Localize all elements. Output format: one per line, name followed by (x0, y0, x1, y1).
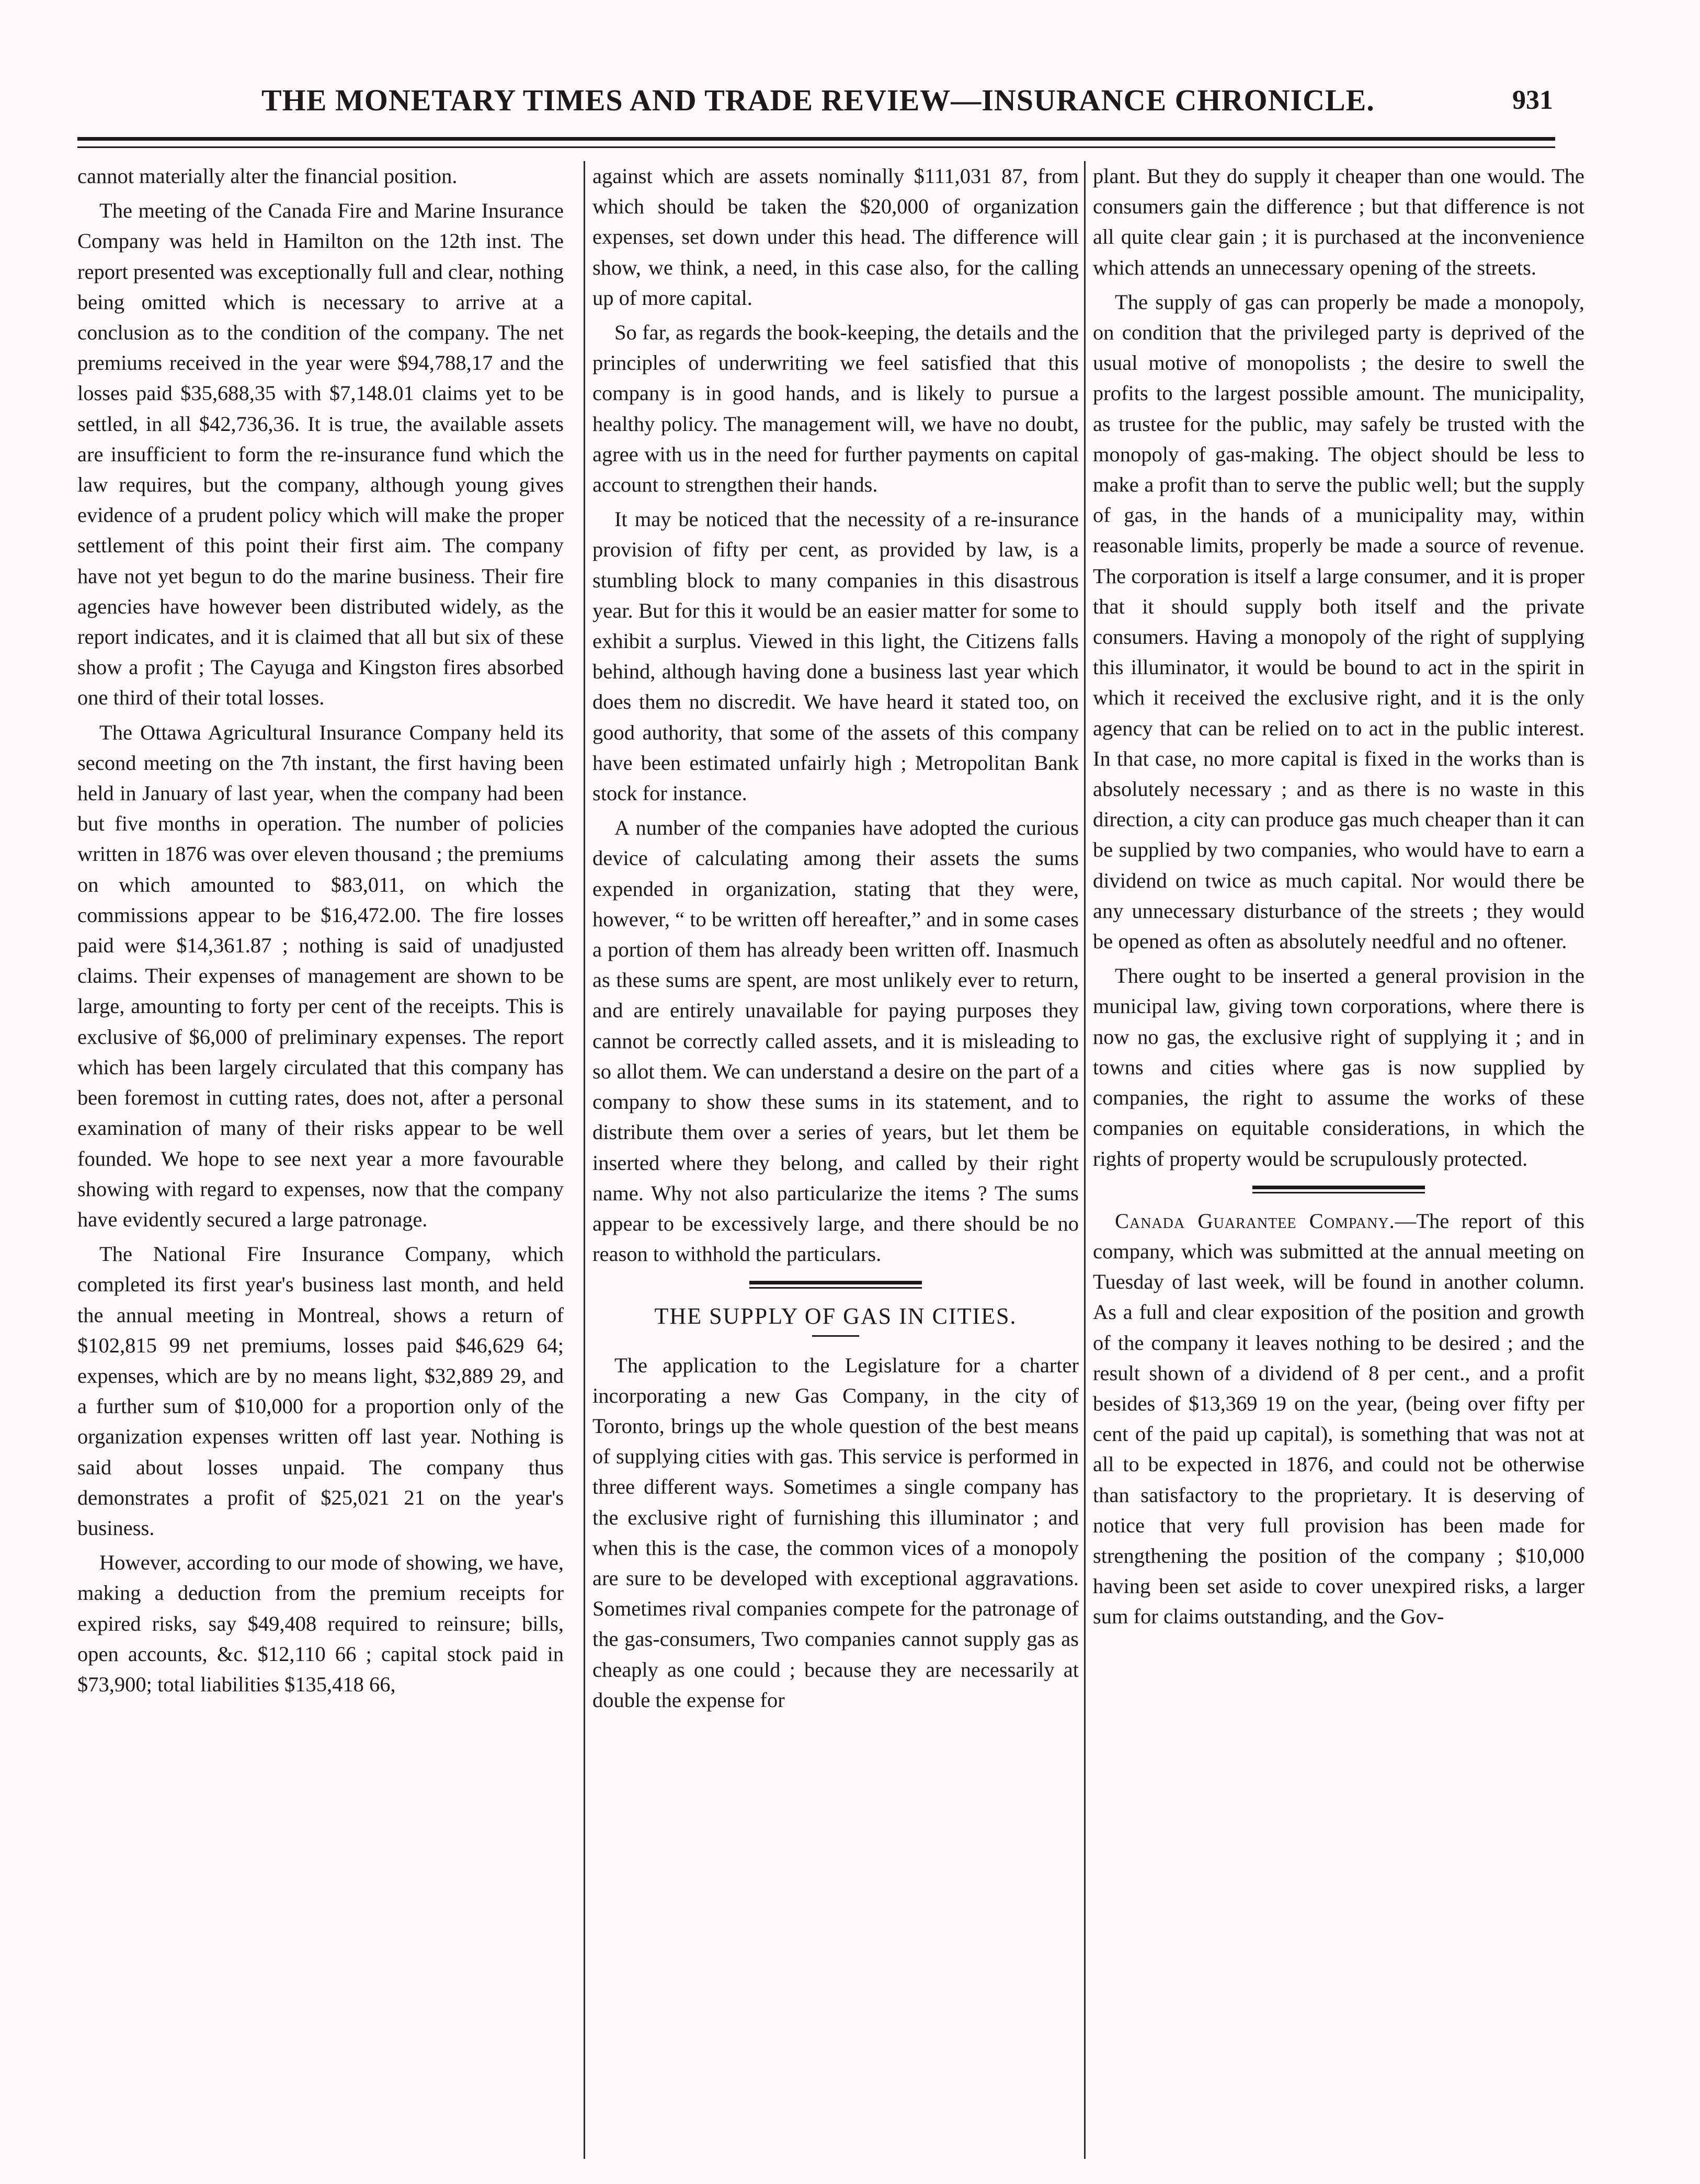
article-text: —The report of this company, which was submitted at the annual meeting on Tuesday of last week, will be found in another column. As a full and clear exposition of the position and growth of the company it leaves nothing to be desired ; and the result shown of a dividend of 8 per cent., and a profit besides of $13,369 19 on the year, (being over fifty per cent of the paid up capital), is something that was not at all to be expected in 1876, and could not be otherwise than satisfactory to the proprietary. It is deserving of notice that very full provision has been made for strengthening the position of the company ; $10,000 having been set aside to cover unexpired risks, a larger sum for claims outstanding, and the Gov- (1093, 1209, 1585, 1629)
article-lead: Canada Guarantee Company. (1115, 1209, 1395, 1233)
paragraph: against which are assets nominally $111,031 87, from which should be taken the $20,000 of organization expenses, set down under this head. The difference will show, we think, a need, in this case also, for the calling up of more capital. (592, 164, 1079, 310)
heading-rule (812, 1335, 859, 1337)
column-divider-2 (1084, 161, 1086, 2159)
header-rule-thick (77, 137, 1555, 141)
paragraph: So far, as regards the book-keeping, the details and the principles of underwriting we feel satisfied that this company is in good hands, and is likely to pursue a healthy policy. The management will, we have no doubt, agree with us in the need for further payments on capital account to strengthen their hands. (592, 321, 1079, 497)
section-heading-gas-supply: THE SUPPLY OF GAS IN CITIES. (654, 1303, 1017, 1329)
column-2 (592, 161, 1079, 1720)
page-number: 931 (1512, 85, 1553, 115)
column-3 (1093, 161, 1584, 1636)
paragraph: However, according to our mode of showing, we have, making a deduction from the premium receipts for expired risks, say $49,408 required to reinsure; bills, open accounts, &c. $12,110 66 ; capital stock paid in $73,900; total liabilities $135,418 66, (77, 1551, 564, 1696)
page-header (84, 83, 1553, 140)
section-ornament (1252, 1186, 1425, 1193)
paragraph: The application to the Legislature for a charter incorporating a new Gas Company, in the city of Toronto, brings up the whole question of the best means of supplying cities with gas. This service is performed in three different ways. Sometimes a single company has the exclusive right of furnishing this illuminator ; and when this is the case, the common vices of a monopoly are sure to be developed with exceptional aggravations. Sometimes rival companies compete for the patronage of the gas-consumers, Two companies cannot supply gas as cheaply as one could ; because they are necessarily at double the expense for (592, 1353, 1079, 1712)
paragraph: The National Fire Insurance Company, which completed its first year's business last month, and held the annual meeting in Montreal, shows a return of $102,815 99 net premiums, losses paid $46,629 64; expenses, which are by no means light, $32,889 29, and a further sum of $10,000 for a proportion only of the organization expenses written off last year. Nothing is said about losses unpaid. The company thus demonstrates a profit of $25,021 21 on the year's business. (77, 1242, 564, 1540)
running-title: THE MONETARY TIMES AND TRADE REVIEW—INSURANCE CHRONICLE. (261, 83, 1375, 117)
section-ornament (749, 1281, 922, 1289)
paragraph: cannot materially alter the financial position. (77, 164, 458, 188)
paragraph: There ought to be inserted a general provision in the municipal law, giving town corporations, where there is now no gas, the exclusive right of supplying it ; and in towns and cities where gas is now supplied by companies, the right to assume the works of these companies on equitable considerations, in which the rights of property would be scrupulously protected. (1093, 964, 1584, 1170)
ornament-rule-thin (1252, 1192, 1425, 1193)
paragraph: The Ottawa Agricultural Insurance Company held its second meeting on the 7th instant, the first having been held in January of last year, when the company had been but five months in operation. The number of policies written in 1876 was over eleven thousand ; the premiums on which amounted to $83,011, on which the commissions appear to be $16,472.00. The fire losses paid were $14,361.87 ; nothing is said of unadjusted claims. Their expenses of management are shown to be large, amounting to forty per cent of the receipts. This is exclusive of $6,000 of preliminary expenses. The report which has been largely circulated that this company has been foremost in cutting rates, does not, after a personal examination of many of their risks appear to be well founded. We hope to see next year a more favourable showing with regard to expenses, now that the company have evidently secured a large patronage. (77, 720, 564, 1231)
paragraph: The supply of gas can properly be made a monopoly, on condition that the privileged party is deprived of the usual motive of monopolists ; the desire to swell the profits to the largest possible amount. The municipality, as trustee for the public, may safely be trusted with the monopoly of gas-making. The object should be less to make a profit than to serve the public well; but the supply of gas, in the hands of a municipality may, within reasonable limits, properly be made a source of revenue. The corporation is itself a large consumer, and it is proper that it should supply both itself and the private consumers. Having a monopoly of the right of supplying this illuminator, it would be bound to act in the spirit in which it received the exclusive right, and it is the only agency that can be relied on to act in the public interest. In that case, no more capital is fixed in the works than is absolutely necessary ; and as there is no waste in this direction, a city can produce gas much cheaper than it can be supplied by two companies, who would have to earn a dividend on twice as much capital. Nor would there be any unnecessary disturbance of the streets ; they would be opened as often as absolutely needful and no oftener. (1093, 290, 1584, 953)
paragraph-canada-guarantee (1093, 1206, 1584, 1632)
paragraph: It may be noticed that the necessity of a re-insurance provision of fifty per cent, as provided by law, is a stumbling block to many companies in this disastrous year. But for this it would be an easier matter for some to exhibit a surplus. Viewed in this light, the Citizens falls behind, although having done a business last year which does them no discredit. We have heard it stated too, on good authority, that some of the assets of this company have been estimated unfairly high ; Metropolitan Bank stock for instance. (592, 507, 1079, 805)
paragraph: The meeting of the Canada Fire and Marine Insurance Company was held in Hamilton on the 12th inst. The report presented was exceptionally full and clear, nothing being omitted which is necessary to arrive at a conclusion as to the condition of the company. The net premiums received in the year were $94,788,17 and the losses paid $35,688,35 with $7,148.01 claims yet to be settled, in all $42,736,36. It is true, the available assets are insufficient to form the re-insurance fund which the law requires, but the company, although young gives evidence of a prudent policy which will make the proper settlement of this point their first aim. The company have not yet begun to do the marine business. Their fire agencies have however been distributed widely, as the report indicates, and it is claimed that all but six of these show a profit ; The Cayuga and Kingston fires absorbed one third of their total losses. (77, 199, 564, 710)
header-rule-thin (77, 146, 1555, 148)
column-divider-1 (584, 161, 585, 2159)
ornament-rule-thick (749, 1281, 922, 1284)
ornament-rule-thick (1252, 1186, 1425, 1189)
column-1 (77, 161, 564, 1704)
ornament-rule-thin (749, 1287, 922, 1289)
paragraph: plant. But they do supply it cheaper than one would. The consumers gain the difference ; but that difference is not all quite clear gain ; it is purchased at the inconvenience which attends an unnecessary opening of the streets. (1093, 164, 1584, 279)
paragraph: A number of the companies have adopted the curious device of calculating among their assets the sums expended in organization, stating that they were, however, “ to be written off hereafter,” and in some cases a portion of them has already been written off. Inasmuch as these sums are spent, are most unlikely ever to return, and are entirely unavailable for paying purposes they cannot be correctly called assets, and it is misleading to so allot them. We can understand a desire on the part of a company to show these sums in its statement, and to distribute them over a series of years, but let them be inserted where they belong, and called by their right name. Why not also particularize the items ? The sums appear to be excessively large, and there should be no reason to withhold the particulars. (592, 816, 1079, 1266)
